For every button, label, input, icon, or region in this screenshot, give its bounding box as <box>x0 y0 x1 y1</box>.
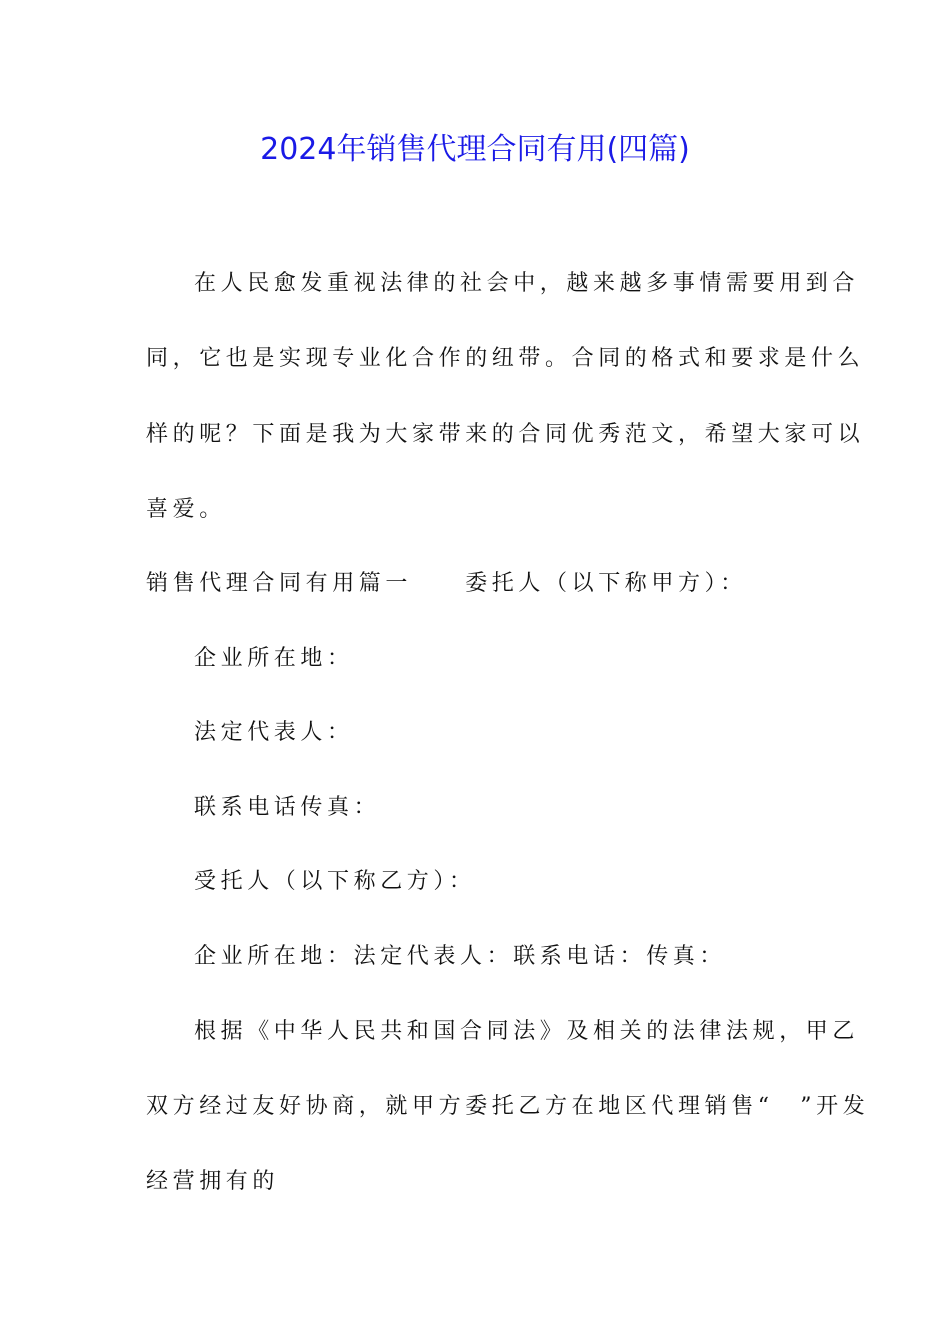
field-line-phone-fax-a: 联系电话传真： <box>194 795 381 820</box>
paragraph-line-6: 双方经过友好协商，就甲方委托乙方在地区代理销售“ ”开发 <box>146 1094 870 1119</box>
paragraph-line-4: 喜爱。 <box>146 497 226 522</box>
field-line-legal-rep-a: 法定代表人： <box>194 720 354 745</box>
field-line-trustee-details: 企业所在地：法定代表人：联系电话：传真： <box>194 944 727 969</box>
field-line-company-address-a: 企业所在地： <box>194 646 354 671</box>
field-line-trustee: 受托人（以下称乙方）： <box>194 869 476 894</box>
document-title: 2024年销售代理合同有用(四篇) <box>260 132 690 167</box>
paragraph-line-5: 根据《中华人民共和国合同法》及相关的法律法规，甲乙 <box>194 1019 860 1044</box>
paragraph-line-1: 在人民愈发重视法律的社会中，越来越多事情需要用到合 <box>194 271 860 296</box>
section-heading-line: 销售代理合同有用篇一 委托人（以下称甲方）： <box>146 571 747 596</box>
paragraph-line-2: 同，它也是实现专业化合作的纽带。合同的格式和要求是什么 <box>146 346 865 371</box>
paragraph-line-7: 经营拥有的 <box>146 1169 280 1194</box>
paragraph-line-3: 样的呢？下面是我为大家带来的合同优秀范文，希望大家可以 <box>146 422 865 447</box>
